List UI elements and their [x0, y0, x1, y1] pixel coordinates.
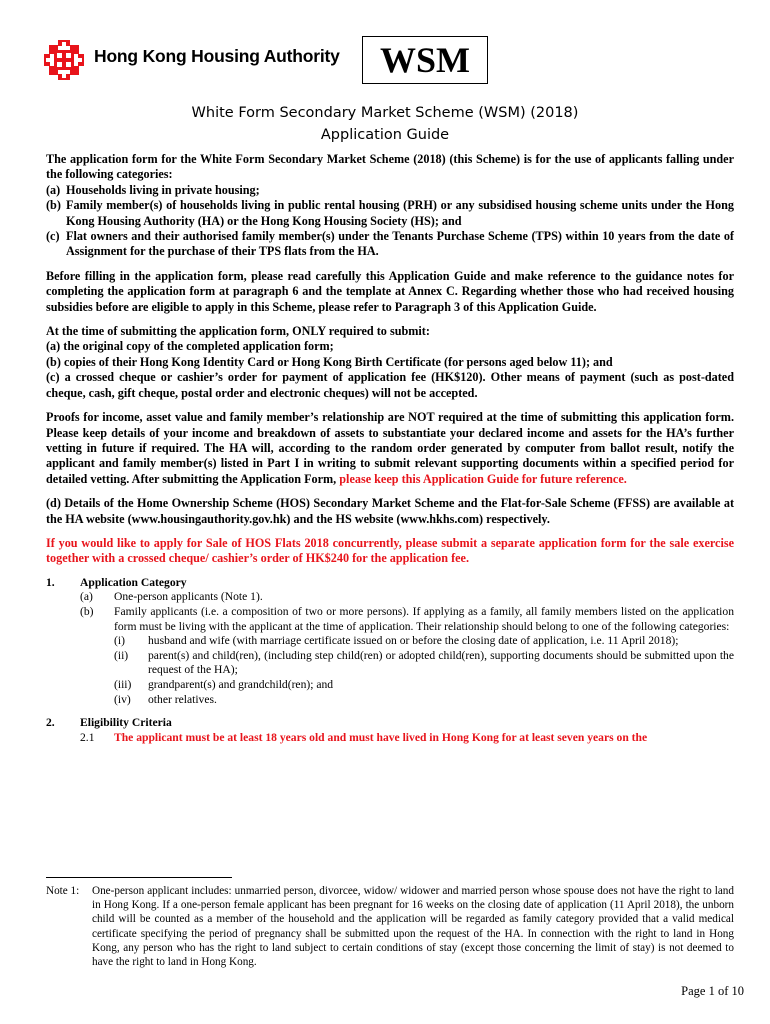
- category-label: (b): [46, 198, 61, 213]
- category-label: (a): [46, 182, 61, 197]
- item-label: 2.1: [80, 730, 95, 744]
- eligibility-age-residence: The applicant must be at least 18 years old and must have lived in Hong Kong for at least seven years on the: [114, 730, 648, 744]
- concurrent-application-notice: If you would like to apply for Sale of HOS Flats 2018 concurrently, please submit a separate application form for the sale exercise together with a crossed cheque/ cashier’s order of HK$240 for the application fee.: [46, 535, 734, 566]
- category-text: Flat owners and their authorised family member(s) under the Tenants Purchase Scheme (TPS) within 10 years from the date of Assignment for the purchase of their TPS flats from the HA.: [66, 229, 734, 259]
- submission-requirements: [46, 324, 734, 401]
- section-number: 2.: [46, 716, 55, 730]
- proofs-paragraph: [46, 410, 734, 487]
- section-eligibility-criteria: [46, 716, 734, 745]
- housing-authority-logo-icon: [44, 40, 84, 80]
- document-body: [46, 152, 734, 745]
- org-name: Hong Kong Housing Authority: [94, 46, 340, 66]
- sub-item-label: (iv): [114, 692, 131, 706]
- category-label: (c): [46, 229, 60, 244]
- list-item: [80, 605, 734, 634]
- sub-item-text: grandparent(s) and grandchild(ren); and: [148, 677, 334, 691]
- sub-item-text: other relatives.: [148, 692, 217, 706]
- item-label: (a): [80, 590, 93, 604]
- item-text: Family applicants (i.e. a composition of two or more persons). If applying as a family, all family members listed on the application form must be living with the applicant at the time of application. Their relationship should belong to one of the following categories:: [114, 604, 734, 633]
- wsm-badge: WSM: [362, 36, 488, 84]
- section-number: 1.: [46, 575, 55, 589]
- category-item-b: [46, 198, 734, 229]
- footnote-text: One-person applicant includes: unmarried person, divorcee, widow/ widower and married person whose spouse does not have the right to land in Hong Kong. If a one-person female applicant has been pregnant for 16 weeks on the closing date of application (11 April 2018), the unborn child will be counted as a member of the household and the application will be regarded as family category provided that a valid medical certificate specifying the period of pregnancy shall be submitted upon the request of the HA. In connection with the right to land in Hong Kong, any person who has the right to land subject to certain conditions of stay (except those concerning the limit of stay) is not deemed to have the right to land in Hong Kong.: [92, 885, 734, 969]
- sub-list-item: [114, 649, 734, 678]
- title-line-1: White Form Secondary Market Scheme (WSM) (2018): [191, 105, 579, 121]
- requirement-line: (c) a crossed cheque or cashier’s order for payment of application fee (HK$120). Other means of payment (such as post-dated cheque, cash, gift cheque, postal order and electronic cheques) will not be accepted.: [46, 370, 734, 400]
- category-text: Family member(s) of households living in public rental housing (PRH) or any subsidised housing scheme units under the Hong Kong Housing Authority (HA) or the Hong Kong Housing Society (HS); and: [66, 198, 734, 228]
- keep-guide-notice: please keep this Application Guide for future reference.: [339, 471, 627, 486]
- requirement-line: (a) the original copy of the completed application form;: [46, 339, 334, 354]
- reading-instruction: Before filling in the application form, please read carefully this Application Guide and make reference to the guidance notes for completing the application form at paragraph 6 and the template at Annex C. Regarding whether those who had received housing subsidies before are eligible to apply in this Scheme, please refer to Paragraph 3 of this Application Guide.: [46, 268, 734, 314]
- title-line-2: Application Guide: [320, 127, 450, 143]
- section-application-category: [46, 576, 734, 707]
- sub-item-label: (ii): [114, 648, 129, 662]
- proofs-text: Proofs for income, asset value and family member’s relationship are NOT required at the time of submitting this application form. Please keep details of your income and breakdown of assets to substantiate your declared income and assets for the HA’s further vetting in future if required. The HA will, according to the random order generated by computer from ballot result, notify the applicant and family member(s) listed in Part I in writing to submit relevant supporting documents within a specified period for detailed vetting. After submitting the Application Form,: [46, 410, 734, 486]
- page-header: [44, 36, 734, 86]
- document-title: [0, 102, 770, 146]
- sub-list-item: [114, 678, 734, 693]
- footnote-divider: [46, 877, 232, 878]
- item-label: (b): [80, 604, 94, 618]
- intro-block: [46, 152, 734, 567]
- hos-details-paragraph: (d) Details of the Home Ownership Scheme (HOS) Secondary Market Scheme and the Flat-for-Sale Scheme (FFSS) are available at the HA website (www.housingauthority.gov.hk) and the HS website (www.hkhs.com) respectively.: [46, 496, 734, 526]
- section-heading: Application Category: [80, 575, 187, 589]
- sub-item-label: (i): [114, 634, 125, 648]
- intro-paragraph: The application form for the White Form Secondary Market Scheme (2018) (this Scheme) is for the use of applicants falling under the following categories:: [46, 152, 734, 182]
- footnote: [46, 884, 734, 969]
- category-item-a: [46, 183, 734, 198]
- category-item-c: [46, 229, 734, 260]
- page-number: Page 1 of 10: [681, 984, 744, 998]
- list-item: [80, 590, 734, 605]
- sub-item-text: husband and wife (with marriage certificate issued on or before the closing date of application, i.e. 11 April 2018);: [148, 634, 679, 648]
- item-text: One-person applicants (Note 1).: [114, 590, 263, 604]
- sub-item-text: parent(s) and child(ren), (including step child(ren) or adopted child(ren), supporting documents should be submitted upon the request of the HA);: [148, 648, 734, 677]
- footnote-label: Note 1:: [46, 885, 80, 897]
- requirement-line: At the time of submitting the application form, ONLY required to submit:: [46, 324, 430, 339]
- sub-list-item: [114, 693, 734, 708]
- requirement-line: (b) copies of their Hong Kong Identity Card or Hong Kong Birth Certificate (for persons aged below 11); and: [46, 354, 613, 369]
- category-text: Households living in private housing;: [66, 182, 260, 197]
- section-heading: Eligibility Criteria: [80, 716, 172, 730]
- sub-list-item: [114, 634, 734, 649]
- sub-item-label: (iii): [114, 677, 132, 691]
